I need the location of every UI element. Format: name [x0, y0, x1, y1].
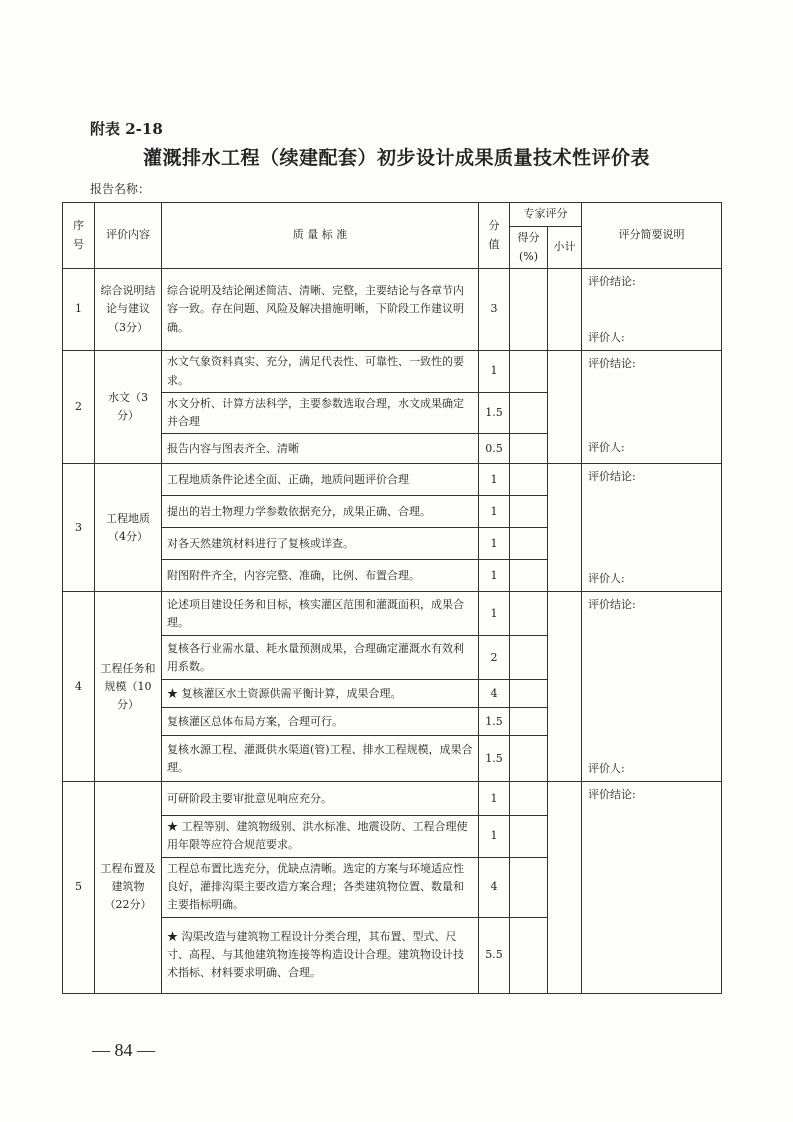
got-score-cell	[510, 269, 548, 351]
row-content: 工程布置及建筑物（22分）	[95, 782, 162, 993]
score-value: 1.5	[479, 736, 510, 782]
attachment-label: 附表 2-18	[90, 120, 163, 138]
quality-standard: 复核水源工程、灌溉供水渠道(管)工程、排水工程规模，成果合理。	[162, 736, 479, 782]
evaluator-label: 评价人:	[588, 762, 625, 776]
evaluation-conclusion-label: 评价结论:	[588, 598, 636, 612]
document-title: 灌溉排水工程（续建配套）初步设计成果质量技术性评价表	[142, 147, 650, 169]
quality-standard: 复核灌区总体布局方案，合理可行。	[162, 708, 479, 736]
got-score-cell	[510, 636, 548, 680]
quality-standard: 工程总布置比选充分，优缺点清晰。选定的方案与环境适应性良好，灌排沟渠主要改造方案合理；各类建筑物位置、数量和主要指标明确。	[162, 857, 479, 917]
header-expert: 专家评分	[510, 203, 582, 227]
quality-standard: 报告内容与图表齐全、清晰	[162, 434, 479, 464]
quality-standard: 综合说明及结论阐述简洁、清晰、完整，主要结论与各章节内容一致。存在问题、风险及解决措施明晰，下阶段工作建议明确。	[162, 269, 479, 351]
score-value: 5.5	[479, 917, 510, 993]
table-row	[63, 269, 722, 351]
quality-standard: 工程地质条件论述全面、正确，地质问题评价合理	[162, 464, 479, 496]
header-content: 评价内容	[95, 203, 162, 269]
score-value: 0.5	[479, 434, 510, 464]
subtotal-cell	[548, 782, 582, 993]
subtotal-cell	[548, 269, 582, 351]
quality-standard: 可研阶段主要审批意见响应充分。	[162, 782, 479, 816]
quality-standard: 水文分析、计算方法科学，主要参数选取合理，水文成果确定并合理	[162, 393, 479, 434]
row-content: 水文（3分）	[95, 351, 162, 464]
score-value: 1	[479, 782, 510, 816]
score-value: 1.5	[479, 708, 510, 736]
score-value: 4	[479, 680, 510, 708]
evaluator-label: 评价人:	[588, 330, 625, 344]
header-got: 得分(%)	[510, 227, 548, 269]
evaluator-label: 评价人:	[588, 440, 625, 454]
score-value: 1	[479, 351, 510, 393]
header-standard: 质 量 标 准	[162, 203, 479, 269]
got-score-cell	[510, 680, 548, 708]
score-value: 4	[479, 857, 510, 917]
row-seq: 1	[63, 269, 95, 351]
got-score-cell	[510, 351, 548, 393]
subtotal-cell	[548, 592, 582, 782]
got-score-cell	[510, 464, 548, 496]
got-score-cell	[510, 816, 548, 857]
remark-cell	[582, 782, 722, 993]
quality-standard: ★ 工程等别、建筑物级别、洪水标准、地震设防、工程合理使用年限等应符合规范要求。	[162, 816, 479, 857]
remark-cell	[582, 592, 722, 782]
quality-standard: 对各天然建筑材料进行了复核或详查。	[162, 528, 479, 560]
page-number: — 84 —	[92, 1040, 155, 1060]
row-content: 综合说明结论与建议（3分）	[95, 269, 162, 351]
remark-cell	[582, 464, 722, 592]
report-name-label: 报告名称：	[90, 182, 151, 196]
quality-standard: 论述项目建设任务和目标，核实灌区范围和灌溉面积，成果合理。	[162, 592, 479, 636]
score-value: 1	[479, 496, 510, 528]
row-seq: 5	[63, 782, 95, 993]
quality-standard: 复核各行业需水量、耗水量预测成果，合理确定灌溉水有效利用系数。	[162, 636, 479, 680]
got-score-cell	[510, 496, 548, 528]
got-score-cell	[510, 736, 548, 782]
table-row	[63, 464, 722, 496]
remark-cell	[582, 269, 722, 351]
evaluation-conclusion-label: 评价结论:	[588, 357, 636, 370]
evaluation-conclusion-label: 评价结论:	[588, 275, 636, 288]
quality-standard: 提出的岩土物理力学参数依据充分，成果正确、合理。	[162, 496, 479, 528]
score-value: 1	[479, 464, 510, 496]
got-score-cell	[510, 782, 548, 816]
score-value: 1	[479, 528, 510, 560]
quality-standard: ★ 沟渠改造与建筑物工程设计分类合理，其布置、型式、尺寸、高程、与其他建筑物连接等构造设计合理。建筑物设计技术指标、材料要求明确、合理。	[162, 917, 479, 993]
quality-standard: ★ 复核灌区水土资源供需平衡计算，成果合理。	[162, 680, 479, 708]
got-score-cell	[510, 434, 548, 464]
quality-standard: 附图附件齐全，内容完整、准确，比例、布置合理。	[162, 560, 479, 592]
got-score-cell	[510, 560, 548, 592]
table-row	[63, 351, 722, 393]
row-seq: 2	[63, 351, 95, 464]
score-value: 2	[479, 636, 510, 680]
row-seq: 4	[63, 592, 95, 782]
header-seq: 序号	[63, 203, 95, 269]
score-value: 1	[479, 816, 510, 857]
got-score-cell	[510, 917, 548, 993]
quality-standard: 水文气象资料真实、充分，满足代表性、可靠性、一致性的要求。	[162, 351, 479, 393]
subtotal-cell	[548, 464, 582, 592]
score-value: 1	[479, 560, 510, 592]
got-score-cell	[510, 393, 548, 434]
header-score: 分值	[479, 203, 510, 269]
table-row	[63, 592, 722, 636]
score-value: 3	[479, 269, 510, 351]
table-row	[63, 782, 722, 816]
got-score-cell	[510, 528, 548, 560]
row-seq: 3	[63, 464, 95, 592]
score-value: 1	[479, 592, 510, 636]
header-subtotal: 小计	[548, 227, 582, 269]
evaluation-conclusion-label: 评价结论:	[588, 788, 636, 802]
remark-cell	[582, 351, 722, 464]
evaluator-label: 评价人:	[588, 572, 625, 586]
evaluation-table	[62, 202, 722, 994]
evaluation-conclusion-label: 评价结论:	[588, 470, 636, 484]
header-remark: 评分简要说明	[582, 203, 722, 269]
row-content: 工程任务和规模（10分）	[95, 592, 162, 782]
score-value: 1.5	[479, 393, 510, 434]
got-score-cell	[510, 708, 548, 736]
got-score-cell	[510, 592, 548, 636]
got-score-cell	[510, 857, 548, 917]
subtotal-cell	[548, 351, 582, 464]
row-content: 工程地质（4分）	[95, 464, 162, 592]
